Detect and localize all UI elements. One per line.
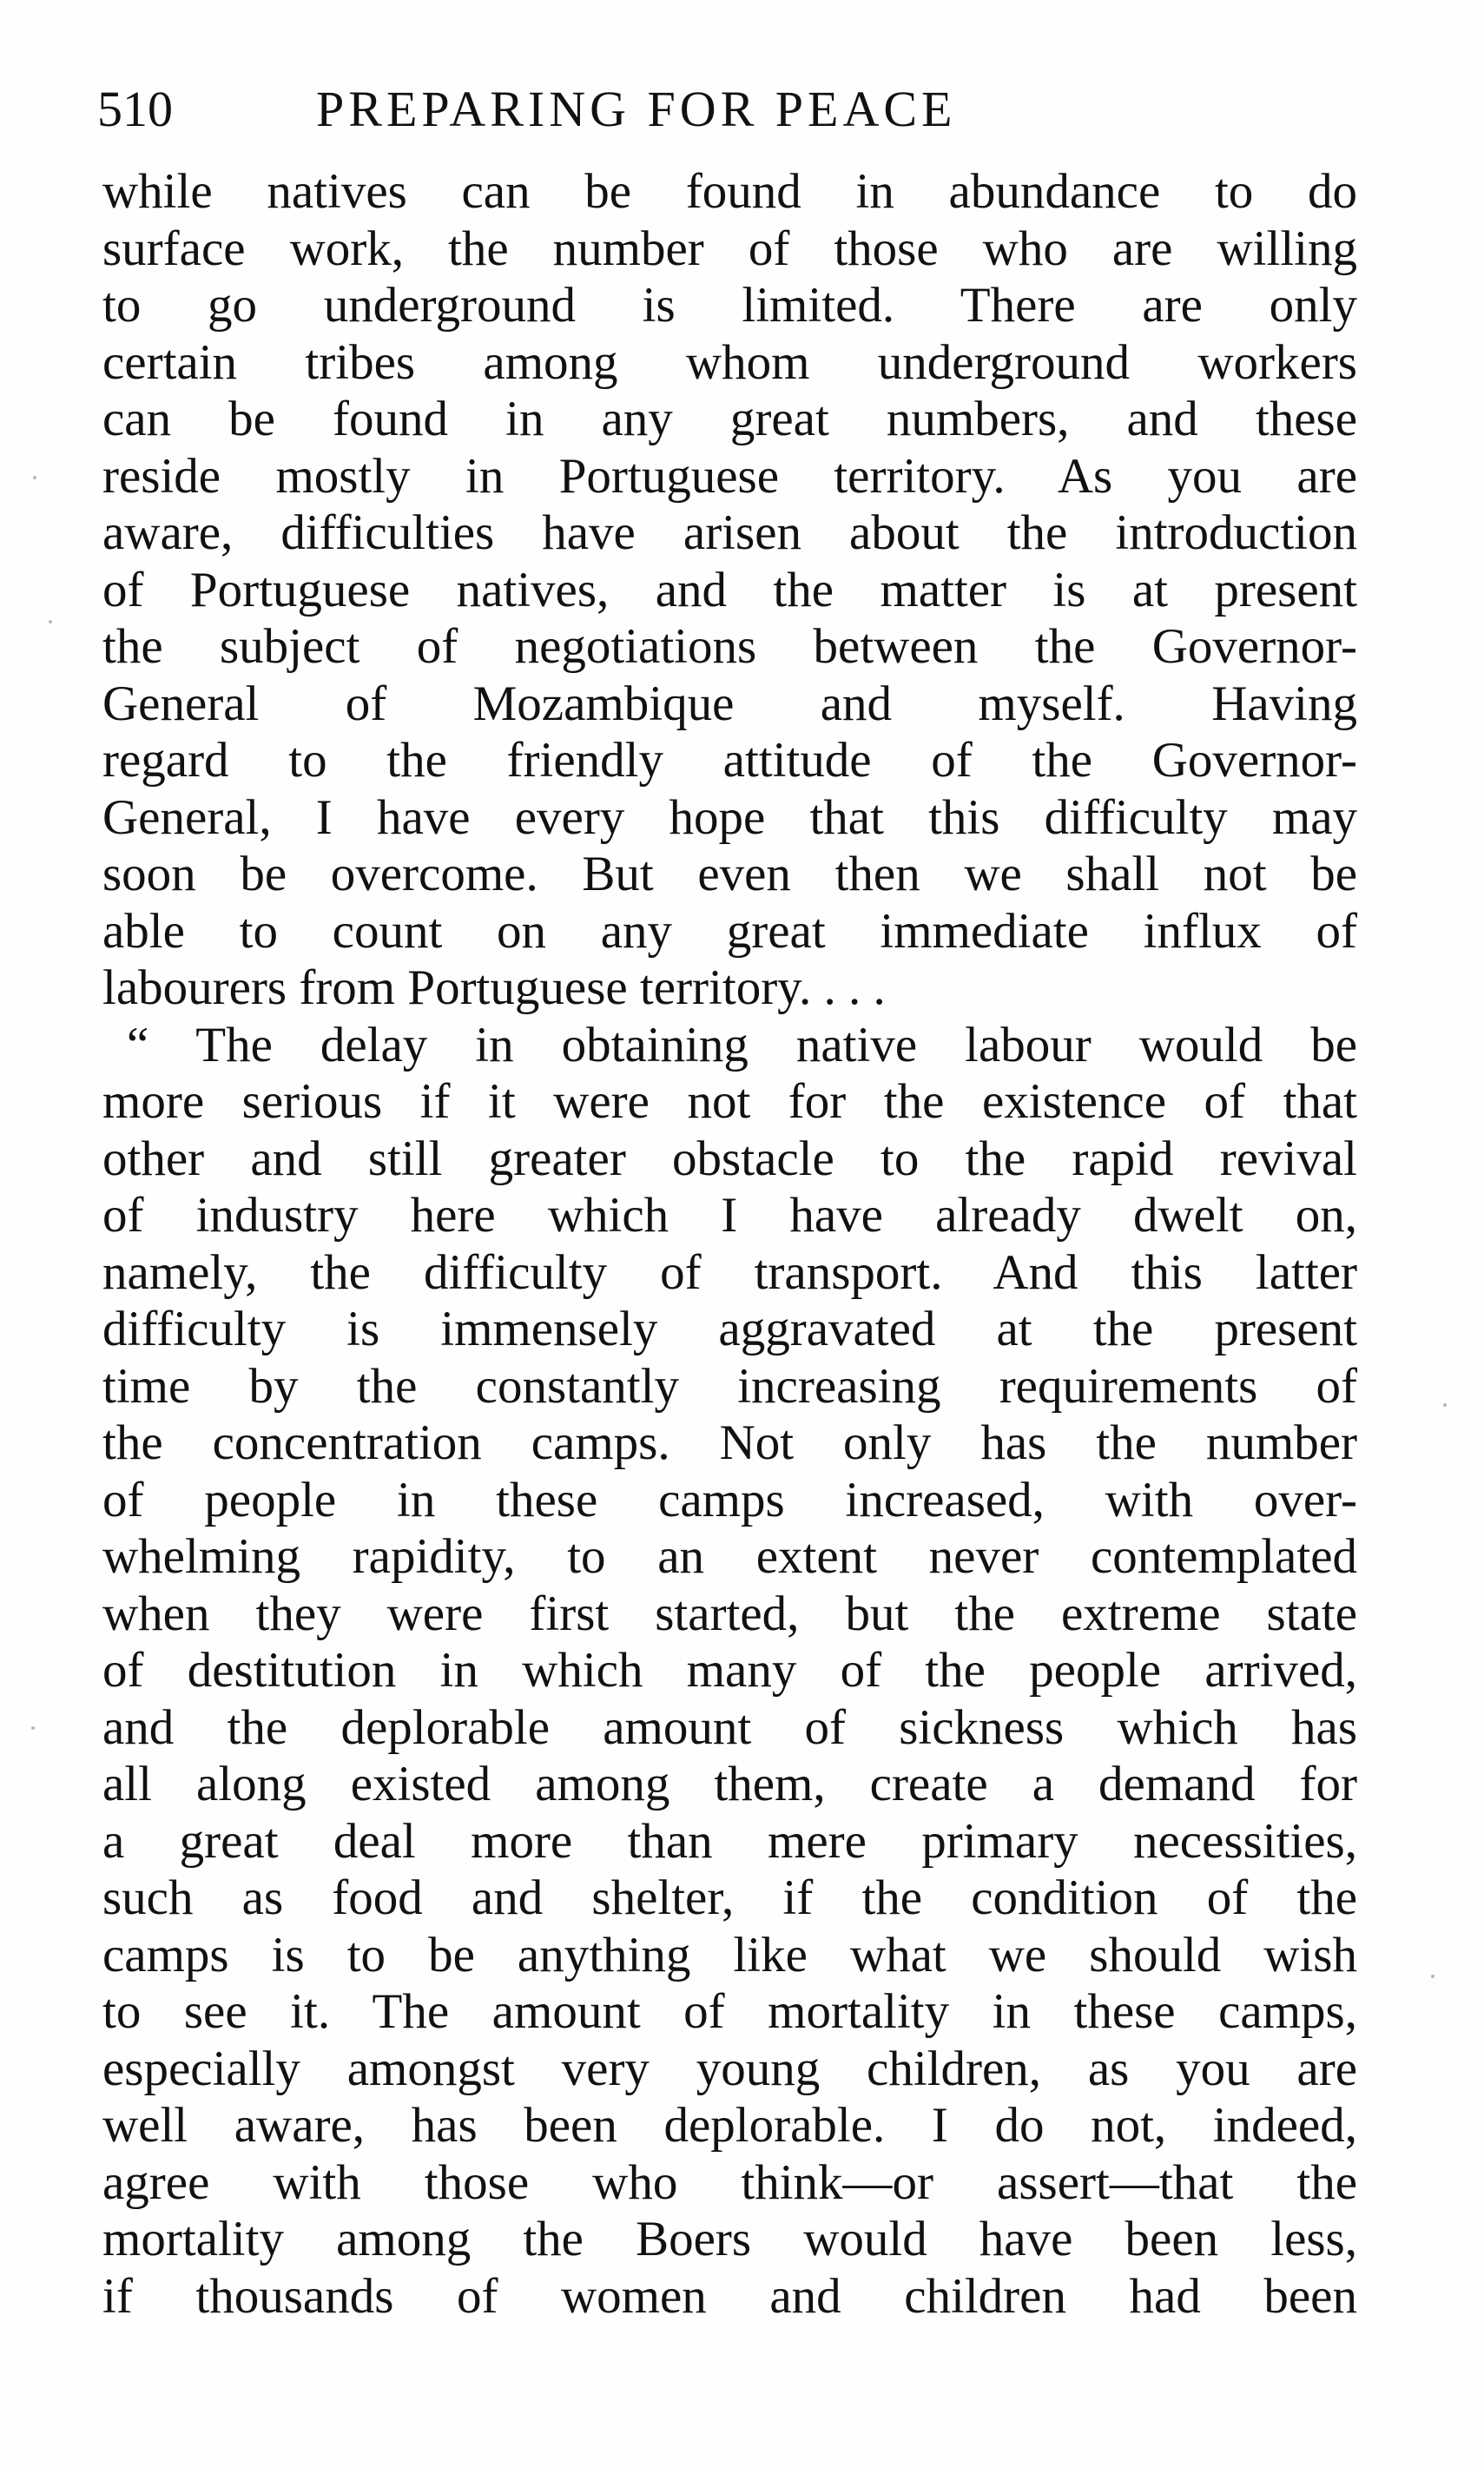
- text-line: the subject of negotiations between the Governor-: [102, 619, 1357, 674]
- text-line: if thousands of women and children had been: [102, 2268, 1357, 2324]
- text-line: namely, the difficulty of transport. And this latter: [102, 1244, 1357, 1300]
- paragraph-end-line: labourers from Portuguese territory. . . .: [102, 960, 886, 1015]
- text-line: of people in these camps increased, with over-: [102, 1472, 1357, 1527]
- text-line: the concentration camps. Not only has the number: [102, 1415, 1357, 1470]
- page-number: 510: [97, 81, 173, 137]
- text-line: difficulty is immensely aggravated at the present: [102, 1302, 1357, 1356]
- text-line: whelming rapidity, to an extent never contemplated: [102, 1529, 1357, 1584]
- scan-speck: [49, 620, 52, 623]
- text-line: other and still greater obstacle to the rapid revival: [102, 1131, 1357, 1186]
- text-line: of destitution in which many of the people arrived,: [102, 1643, 1357, 1698]
- text-line: surface work, the number of those who are willing: [102, 221, 1357, 276]
- text-line: General, I have every hope that this difficulty may: [102, 789, 1357, 845]
- running-title: PREPARING FOR PEACE: [316, 81, 957, 137]
- text-line: all along existed among them, create a demand for: [102, 1757, 1357, 1811]
- text-line: certain tribes among whom underground workers: [102, 334, 1357, 390]
- text-line: reside mostly in Portuguese territory. As you are: [102, 448, 1357, 504]
- page-header: [97, 75, 1400, 144]
- text-line: soon be overcome. But even then we shall not be: [102, 847, 1357, 901]
- scan-speck: [1443, 1403, 1447, 1407]
- text-line: aware, difficulties have arisen about the introduction: [102, 505, 1357, 560]
- text-line: such as food and shelter, if the condition of the: [102, 1870, 1357, 1925]
- body-text: [102, 163, 1357, 2325]
- text-line: to go underground is limited. There are only: [102, 278, 1357, 333]
- text-line: especially amongst very young children, as you are: [102, 2041, 1357, 2096]
- text-line: to see it. The amount of mortality in these camps,: [102, 1984, 1357, 2039]
- text-line: camps is to be anything like what we should wish: [102, 1927, 1357, 1982]
- text-line: and the deplorable amount of sickness which has: [102, 1699, 1357, 1755]
- scan-speck: [1431, 1975, 1435, 1978]
- text-line: able to count on any great immediate influx of: [102, 903, 1357, 959]
- text-line: when they were first started, but the extreme state: [102, 1586, 1357, 1641]
- text-line: can be found in any great numbers, and these: [102, 392, 1357, 446]
- text-line: time by the constantly increasing requirements of: [102, 1358, 1357, 1414]
- text-line: of Portuguese natives, and the matter is at present: [102, 562, 1357, 617]
- text-line: agree with those who think—or assert—that the: [102, 2154, 1357, 2210]
- text-line: regard to the friendly attitude of the Governor-: [102, 733, 1357, 788]
- scan-speck: [31, 1726, 35, 1730]
- text-line: mortality among the Boers would have been less,: [102, 2212, 1357, 2266]
- text-line: of industry here which I have already dwelt on,: [102, 1188, 1357, 1243]
- text-line: more serious if it were not for the existence of that: [102, 1074, 1357, 1129]
- scan-speck: [33, 476, 36, 479]
- text-line: well aware, has been deplorable. I do not, indeed,: [102, 2098, 1357, 2153]
- text-line: a great deal more than mere primary necessities,: [102, 1813, 1357, 1869]
- text-line: General of Mozambique and myself. Having: [102, 676, 1357, 731]
- paragraph-start-line: “ The delay in obtaining native labour would be: [127, 1017, 1357, 1072]
- text-line: while natives can be found in abundance to do: [102, 164, 1357, 219]
